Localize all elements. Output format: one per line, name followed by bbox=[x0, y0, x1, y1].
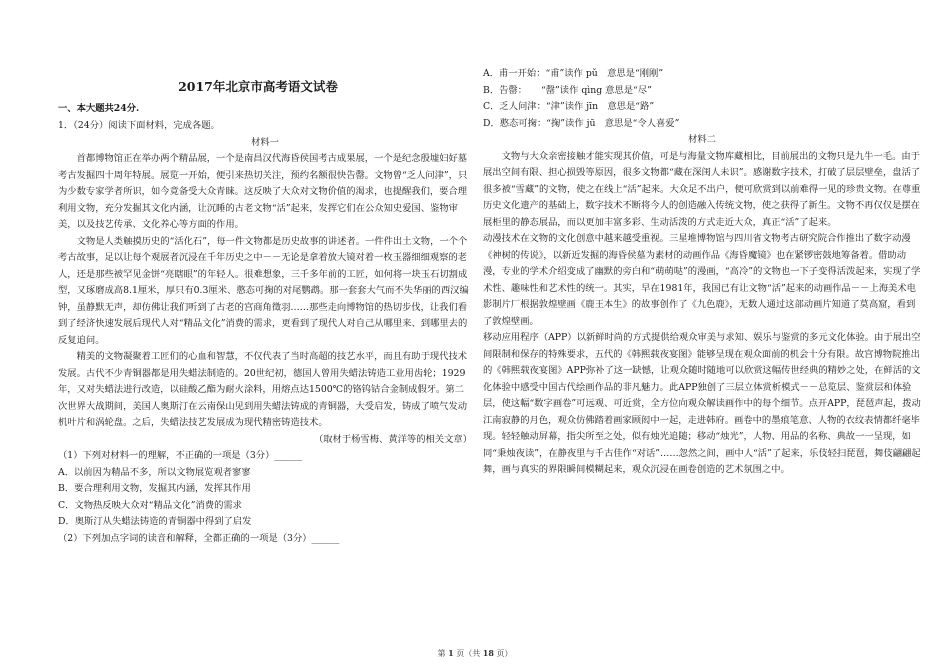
q2-option: C．乏人问津：“津”读作 jīn 意思是“路” bbox=[483, 101, 655, 112]
material1-paragraph: 精美的文物凝聚着工匠们的心血和智慧，不仅代表了当时高超的技艺水平，而且有助于现代技术发展。古代不少青铜器都是用失蜡法制造的。20世纪初，德国人曾用失蜡法铸造工业用齿轮；1929年，又对失蜡法进行改造，以硅酸乙酯为耐火涂料，用熔点达1500℃的铬钨钴合金制成假牙。第二次世界大战期间，美国人奥斯汀在云南保山见到用失蜡法铸成的青铜器，大受启发，铸成了喷气发动机叶片和涡轮盘。之后，失蜡法技艺发展成为现代精密铸造技术。 bbox=[58, 351, 468, 428]
q1-option: A．以前因为精品不多，所以文物展览观者寥寥 bbox=[58, 466, 251, 478]
material1-source: （取材于杨雪梅、黄洋等的相关文章） bbox=[313, 433, 472, 445]
q1-option: D．奥斯汀从失蜡法铸造的青铜器中得到了启发 bbox=[58, 516, 252, 527]
right-column bbox=[483, 66, 921, 479]
material2-paragraph: 文物与大众亲密接触才能实现其价值，可是与海量文物库藏相比，目前展出的文物只是九牛一毛。由于展出空间有限、担心损毁等原因，很多文物都“藏在深闺人未识”。感谢数字技术，打破了层层壁垒，盘活了很多被“雪藏”的文物，使之在线上“活”起来。大众足不出户，便可欣赏到以前难得一见的珍贵文物。在尊重历史文化遗产的基础上，数字技术不断将今人的创造融入传统文物，使之获得了新生。文物不再仅仅是摆在展柜里的静态展品，而以更加丰富多彩、生动活泼的方式走近大众，真正“活”了起来。 bbox=[483, 150, 921, 228]
q1-option: B．要合理利用文物，发掘其内涵，发挥其作用 bbox=[58, 483, 251, 494]
q2-option: A．甫一开始：“甫”读作 pǔ 意思是“刚刚” bbox=[483, 68, 664, 79]
material1-heading: 材料一 bbox=[251, 136, 279, 148]
q2-stem: （2）下列加点字词的读音和解释，全都正确的一项是（3分）______ bbox=[58, 532, 340, 544]
footer-middle: 页（共 bbox=[456, 649, 481, 658]
page-footer bbox=[0, 645, 950, 663]
left-column bbox=[58, 118, 472, 547]
question-intro: 1．（24分）阅读下面材料，完成各题。 bbox=[58, 120, 220, 131]
page-title: 2017年北京市高考语文试卷 bbox=[178, 79, 338, 94]
section-heading: 一、本大题共24分. bbox=[58, 103, 140, 114]
q2-option: B．告罄： “罄”读作 qìng 意思是“尽” bbox=[483, 84, 652, 96]
material2-heading: 材料二 bbox=[688, 134, 716, 145]
material2-animation-paragraph: 动漫技术在文物的文化创意中越来越受重视。三星堆博物馆与四川省文物考古研究院合作推出了数字动漫《神树的传说》，以新近发掘的海昏侯墓为素材的动画作品《海昏魔镜》也在紧锣密鼓地筹备着。借助动漫，专业的学术介绍变成了幽默的旁白和“萌萌哒”的漫画，“高冷”的文物也一下子变得活泼起来，实现了学术性、趣味性和艺术性的统一。其实，早在1981年，我国已有让文物“活”起来的动画作品－－上海美术电影制片厂根据敦煌壁画《鹿王本生》的故事创作了《九色鹿》，无数人通过这部动画片知道了莫高窟，看到了敦煌壁画。 bbox=[483, 233, 921, 327]
material1-paragraph: 文物是人类触摸历史的“活化石”，每一件文物都是历史故事的讲述者。一件件出土文物，一个个考古故事，足以让每个观展者沉浸在千年历史之中－－无论是拿着放大镜对着一枚玉器细细观察的老人，还是那些被罕见金饼“亮瞎眼”的年轻人。很难想象，三千多年前的工匠，如何将一块玉石切割成型，又琢磨成高8.1厘米，厚只有0.3厘米、憨态可掬的对尾鹦鹉。那一套套大气而不失华丽的西汉编钟，虽静默无声，却仿佛让我们听到了古老的宫商角徵羽……那些走向博物馆的热切步伐，让我们看到了经济快速发展后现代人对“精品文化”消费的需求，更看到了现代人对自己从哪里来、到哪里去的反复追问。 bbox=[58, 235, 469, 346]
q2-option: D．憨态可掬：“掬”读作 jū 意思是“令人喜爱” bbox=[483, 117, 680, 129]
q1-option: C．文物热反映大众对“精品文化”消费的需求 bbox=[58, 499, 242, 511]
q1-stem: （1）下列对材料一的理解，不正确的一项是（3分）______ bbox=[58, 450, 303, 461]
material2-app-paragraph: 移动应用程序（APP）以新鲜时尚的方式提供给观众审美与求知、娱乐与鉴赏的多元文化体验。由于展出空间限制和保存的特殊要求，五代的《韩熙载夜宴图》能够呈现在观众面前的机会十分有限。故宫博物院推出的《韩熙载夜宴图》APP弥补了这一缺憾，让观众随时随地可以欣赏这幅传世经典的精妙之处，在鲜活的文化体验中感受中国古代绘画作品的非凡魅力。此APP独创了三层立体赏析模式－－总览层、鉴赏层和体验层，使这幅“数字画卷”可远观、可近赏，全方位向观众解读画作中的每个细节。点开APP，琵琶声起，拨动江南寂静的月色，观众仿佛踏着画家顾闳中一起，走进韩府。画卷中的墨痕笔意、人物的衣纹表情都纤毫毕现。轻轻触动屏幕，指尖所至之处，似有烛光追随；移动“烛光”，人物、用品的名称、典故一一呈现，如同“秉烛夜读”，在静夜里与千古佳作“对话”……忽然之间，画中人“活”了起来，乐伎轻扫琵琶，舞伎翩翩起舞，画与真实的界限瞬间模糊起来，观众沉浸在画卷创造的艺术氛围之中。 bbox=[483, 332, 921, 475]
footer-prefix: 第 bbox=[437, 649, 446, 658]
footer-total-pages: 18 bbox=[482, 648, 494, 658]
footer-page-number: 1 bbox=[448, 648, 454, 658]
footer-suffix: 页） bbox=[496, 649, 513, 658]
material1-paragraph: 首都博物馆正在举办两个精品展，一个是南昌汉代海昏侯国考古成果展，一个是纪念殷墟妇好墓考古发掘四十周年特展。展览一开始，便引来热切关注，预约名额很快告罄。文物曾“乏人问津”，只为少数专家学者所识，如今竟备受大众青睐。这反映了大众对文物价值的渴求，也提醒我们，要合理利用文物，充分发掘其文化内涵，让沉睡的古老文物“活”起来，发挥它们在公众知史爱国、鉴物审美，以及技艺传承、文化养心等方面的作用。 bbox=[58, 153, 468, 230]
